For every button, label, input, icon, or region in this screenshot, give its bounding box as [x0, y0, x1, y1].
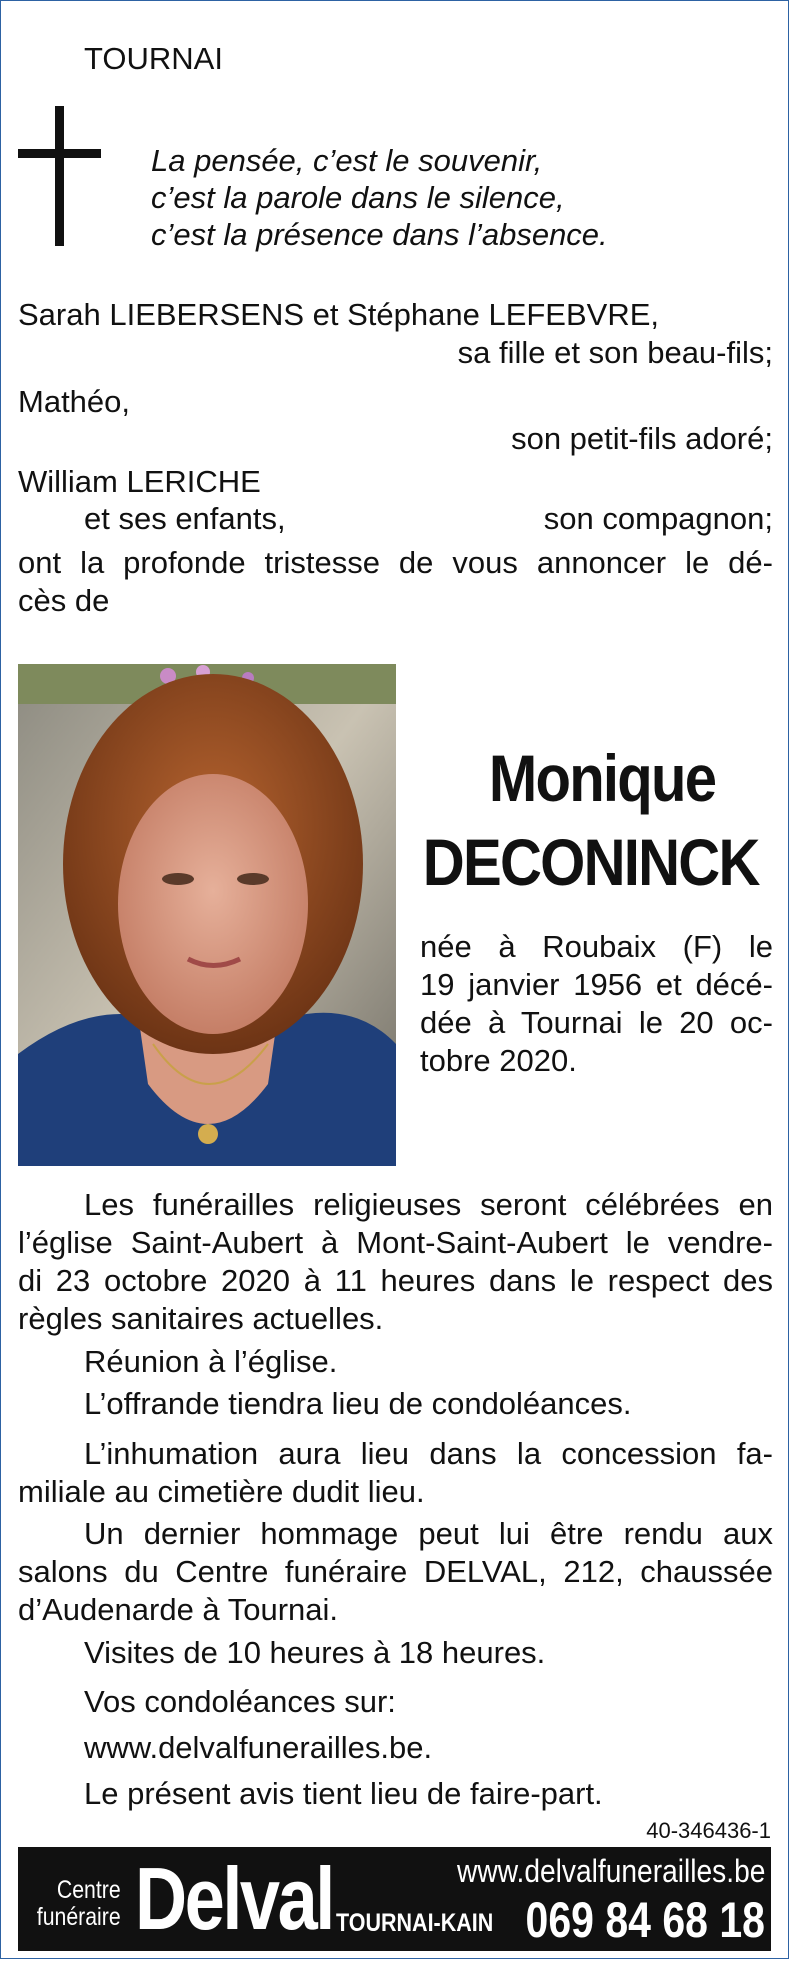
family-relation: son petit-fils adoré;: [511, 421, 773, 456]
banner-brand: Delval: [135, 1849, 333, 1948]
poem-line: c’est la présence dans l’absence.: [151, 217, 608, 252]
family-line: Sarah LIEBERSENS et Stéphane LEFEBVRE,: [18, 297, 660, 332]
deceased-photo: [18, 664, 396, 1166]
condolences-text: Vos condoléances sur:: [84, 1684, 396, 1719]
meeting-text: Réunion à l’église.: [84, 1344, 338, 1379]
banner-city: TOURNAI-KAIN: [336, 1909, 494, 1937]
funeral-paragraph: Les funérailles religieuses seront célébrées en l’église Saint-Aubert à Mont-Saint-Aubert le vendre- di 23 octobre 2020 à 11 heures dans le respect des règles sanitaires actuelles.: [18, 1187, 773, 1336]
family-relation: sa fille et son beau-fils;: [457, 335, 773, 370]
city-heading: TOURNAI: [84, 41, 223, 76]
notice-text: Le présent avis tient lieu de faire-part.: [84, 1776, 603, 1811]
announcement: ont la profonde tristesse de vous annoncer le dé- cès de: [18, 545, 773, 618]
poem-line: La pensée, c’est le souvenir,: [151, 143, 543, 178]
poem-line: c’est la parole dans le silence,: [151, 180, 565, 215]
reference-number: 40-346436-1: [646, 1818, 771, 1843]
deceased-first-name: Monique: [488, 741, 715, 815]
offering-text: L’offrande tiendra lieu de condoléances.: [84, 1386, 632, 1421]
poem: [151, 142, 608, 253]
homage-paragraph: Un dernier hommage peut lui être rendu aux salons du Centre funéraire DELVAL, 212, chaussée d’Audenarde à Tournai.: [18, 1516, 773, 1627]
banner-centre-label: Centre funéraire: [37, 1876, 121, 1931]
family-relation: son compagnon;: [543, 501, 773, 536]
condolences-website-link[interactable]: www.delvalfunerailles.be.: [84, 1730, 433, 1765]
family-line: William LERICHE: [18, 464, 261, 499]
deceased-details: née à Roubaix (F) le 19 janvier 1956 et décé- dée à Tournai le 20 oc- tobre 2020.: [420, 929, 773, 1078]
deceased-last-name: DECONINCK: [423, 825, 759, 899]
visits-text: Visites de 10 heures à 18 heures.: [84, 1635, 546, 1670]
family-line: Mathéo,: [18, 384, 131, 419]
banner-phone[interactable]: 069 84 68 18: [525, 1892, 765, 1948]
funeral-home-banner: [18, 1847, 771, 1951]
burial-paragraph: L’inhumation aura lieu dans la concession fa- miliale au cimetière dudit lieu.: [18, 1436, 773, 1509]
family-line: et ses enfants,: [84, 501, 286, 536]
banner-website-link[interactable]: www.delvalfunerailles.be: [456, 1853, 765, 1889]
